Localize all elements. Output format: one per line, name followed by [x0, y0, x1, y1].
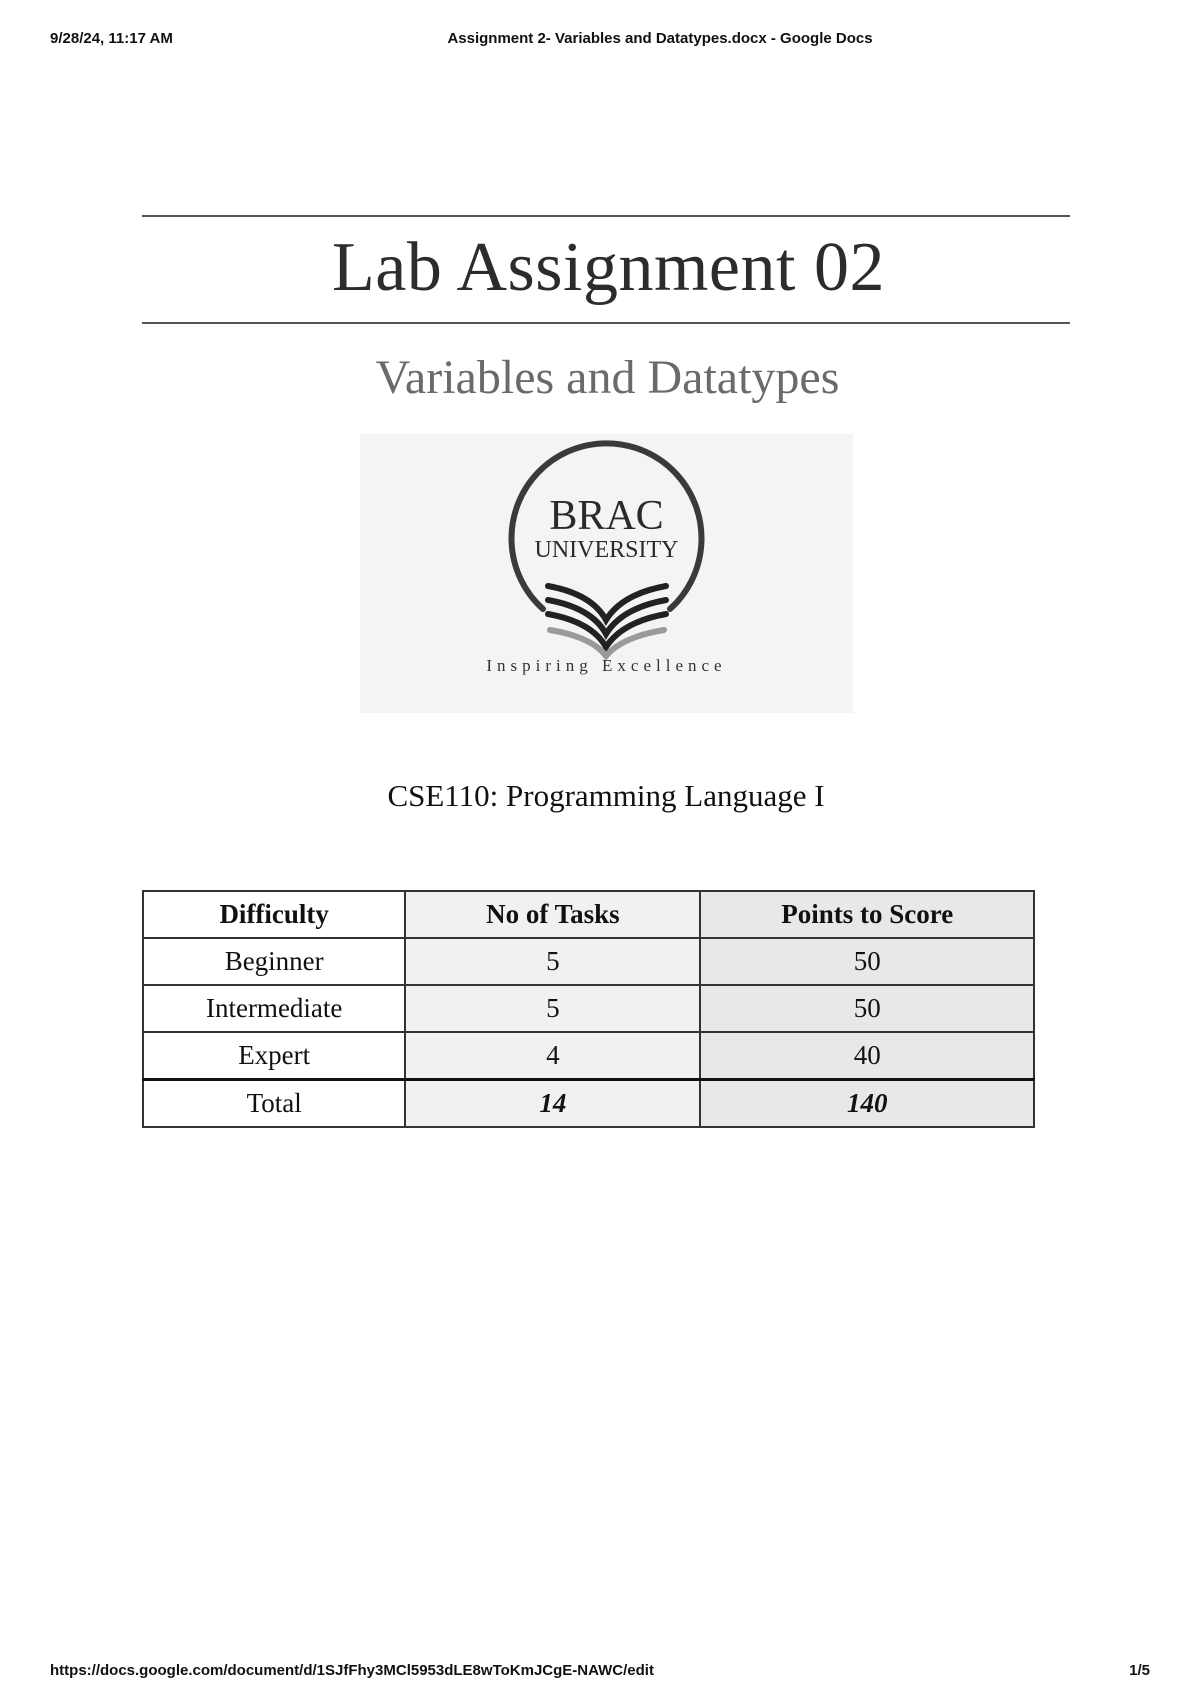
course-name: CSE110: Programming Language I: [387, 778, 825, 813]
cell-points: 50: [700, 938, 1034, 985]
logo-university-text: UNIVERSITY: [534, 537, 679, 563]
table-row: [143, 1032, 1034, 1080]
cell-tasks: 5: [405, 985, 700, 1032]
logo-brac-text: BRAC: [549, 493, 664, 539]
page-number: 1/5: [1129, 1662, 1150, 1679]
title-bottom-rule: [142, 322, 1070, 324]
cell-total-label: Total: [143, 1080, 405, 1128]
cell-tasks: 4: [405, 1032, 700, 1080]
cell-points: 40: [700, 1032, 1034, 1080]
print-doc-title: Assignment 2- Variables and Datatypes.docx - Google Docs: [447, 30, 873, 47]
university-logo: [360, 434, 853, 713]
cell-difficulty: Beginner: [143, 938, 405, 985]
table-row: [143, 938, 1034, 985]
print-url: https://docs.google.com/document/d/1SJfFhy3MCl5953dLE8wToKmJCgE-NAWC/edit: [50, 1662, 654, 1679]
cell-points: 50: [700, 985, 1034, 1032]
cell-difficulty: Expert: [143, 1032, 405, 1080]
cell-total-tasks: 14: [405, 1080, 700, 1128]
cell-total-points: 140: [700, 1080, 1034, 1128]
print-header: [50, 30, 1150, 50]
header-no-of-tasks: No of Tasks: [405, 891, 700, 938]
difficulty-table: [142, 890, 1035, 1128]
cell-difficulty: Intermediate: [143, 985, 405, 1032]
header-points-to-score: Points to Score: [700, 891, 1034, 938]
table-total-row: [143, 1080, 1034, 1128]
cell-tasks: 5: [405, 938, 700, 985]
table-row: [143, 985, 1034, 1032]
print-footer: [50, 1662, 1150, 1682]
logo-tagline: Inspiring Excellence: [486, 656, 727, 675]
title-top-rule: [142, 215, 1070, 217]
print-datetime: 9/28/24, 11:17 AM: [50, 30, 173, 47]
document-subtitle: Variables and Datatypes: [375, 351, 840, 404]
header-difficulty: Difficulty: [143, 891, 405, 938]
document-title: Lab Assignment 02: [332, 229, 885, 306]
table-header-row: [143, 891, 1034, 938]
